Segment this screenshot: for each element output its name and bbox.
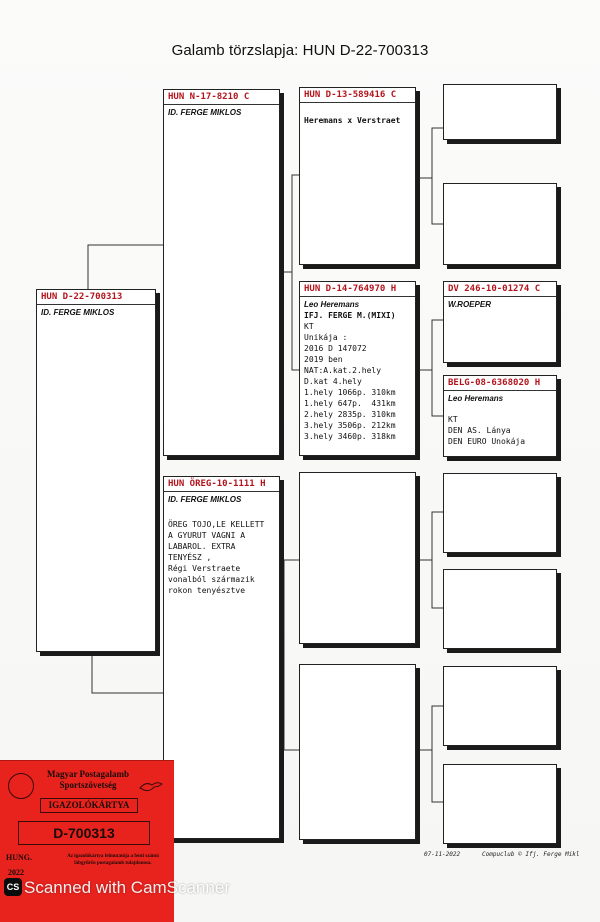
card-country: HUNG. bbox=[6, 853, 32, 862]
pigeon-card-sire-dam[interactable] bbox=[299, 281, 416, 456]
ring-number: DV 246-10-01274 C bbox=[444, 282, 556, 297]
note-line: NAT:A.kat.2.hely bbox=[304, 366, 382, 375]
connector-g3-1b bbox=[432, 178, 443, 224]
note-line: D.kat 4.hely bbox=[304, 377, 362, 386]
pigeon-card-g4-6[interactable] bbox=[443, 569, 557, 649]
pigeon-card-g4-7[interactable] bbox=[443, 666, 557, 746]
ring-number: HUN N-17-8210 C bbox=[164, 90, 279, 105]
camscanner-logo-icon: CS bbox=[4, 878, 22, 896]
ring-number: HUN D-14-764970 H bbox=[300, 282, 415, 297]
pigeon-card-g4-5[interactable] bbox=[443, 473, 557, 553]
card-number: D-700313 bbox=[18, 821, 150, 845]
pigeon-card-sire[interactable] bbox=[163, 89, 280, 456]
note-line: rokon tenyésztve bbox=[168, 586, 246, 595]
connector-g3-2b bbox=[432, 370, 443, 416]
note-line: 2019 ben bbox=[304, 355, 343, 364]
pigeon-card-dam[interactable] bbox=[163, 476, 280, 839]
software-credit: Compuclub © Ifj. Ferge Mikl bbox=[482, 851, 580, 858]
print-date: 07-11-2022 bbox=[424, 851, 461, 858]
owner-name: ID. FERGE MIKLOS bbox=[168, 108, 242, 117]
result-line: 1.hely 647p. 431km bbox=[304, 399, 396, 408]
owner-secondary: IFJ. FERGE M.(MIXI) bbox=[304, 311, 396, 320]
card-year: 2022 bbox=[8, 868, 24, 877]
owner-name: Leo Heremans bbox=[448, 394, 504, 403]
note-line: Heremans x Verstraet bbox=[304, 116, 401, 125]
note-line: 2016 D 147072 bbox=[304, 344, 367, 353]
pigeon-card-g4-2[interactable] bbox=[443, 183, 557, 265]
connector-g3-4b bbox=[432, 750, 443, 802]
connector-subject-dam bbox=[92, 652, 163, 693]
result-line: 3.hely 3460p. 318km bbox=[304, 432, 396, 441]
connector-g3-2 bbox=[420, 320, 443, 370]
owner-name: ID. FERGE MIKLOS bbox=[168, 495, 242, 504]
note-line: TENYÉSZ , bbox=[168, 553, 212, 562]
pigeon-card-g4-4[interactable] bbox=[443, 375, 557, 457]
pigeon-card-dam-sire[interactable] bbox=[299, 472, 416, 644]
note-line: Unikája : bbox=[304, 333, 348, 342]
pigeon-card-sire-sire[interactable] bbox=[299, 87, 416, 265]
ring-number: HUN ÖREG-10-1111 H bbox=[164, 477, 279, 492]
scanner-watermark: Scanned with CamScanner bbox=[24, 878, 231, 897]
note-line: DEN EURO Unokája bbox=[448, 437, 526, 446]
owner-name: W.ROEPER bbox=[448, 300, 491, 309]
pigeon-card-g4-3[interactable] bbox=[443, 281, 557, 363]
pigeon-card-g4-8[interactable] bbox=[443, 764, 557, 844]
connector-subject-sire bbox=[88, 245, 163, 289]
page-title: Galamb törzslapja: HUN D-22-700313 bbox=[171, 42, 429, 59]
note-line: KT bbox=[448, 415, 458, 424]
result-line: 2.hely 2835p. 310km bbox=[304, 410, 396, 419]
pigeon-card-g4-1[interactable] bbox=[443, 84, 557, 140]
connector-g3-1 bbox=[420, 128, 443, 178]
pigeon-card-subject[interactable] bbox=[36, 289, 156, 652]
note-line: vonalból származik bbox=[168, 575, 255, 584]
connector-g3-3b bbox=[432, 560, 443, 608]
association-emblem-icon bbox=[8, 773, 34, 799]
note-line: ÖREG TOJO,LE KELLETT bbox=[168, 520, 265, 529]
note-line: LABAROL. EXTRA bbox=[168, 542, 236, 551]
note-line: A GYURUT VAGNI A bbox=[168, 531, 246, 540]
owner-name: Leo Heremans bbox=[304, 300, 360, 309]
note-line: KT bbox=[304, 322, 314, 331]
connector-g3-4 bbox=[420, 706, 443, 750]
ring-number: HUN D-22-700313 bbox=[37, 290, 155, 305]
owner-name: ID. FERGE MIKLOS bbox=[41, 308, 115, 317]
result-line: 3.hely 3506p. 212km bbox=[304, 421, 396, 430]
card-note: Az igazolókártya felmutatója a fenti számú lábgyűrűs postagalamb tulajdonosa. bbox=[67, 854, 159, 866]
note-line: DEN AS. Lánya bbox=[448, 426, 511, 435]
ring-number: HUN D-13-589416 C bbox=[300, 88, 415, 103]
association-name: Magyar Postagalamb Sportszövetség bbox=[46, 769, 130, 790]
pigeon-card-dam-dam[interactable] bbox=[299, 664, 416, 840]
note-line: Régi Verstraete bbox=[168, 564, 241, 573]
card-type: IGAZOLÓKÁRTYA bbox=[40, 798, 138, 813]
connector-g3-3 bbox=[420, 512, 443, 560]
result-line: 1.hely 1066p. 310km bbox=[304, 388, 396, 397]
ring-number: BELG-08-6368020 H bbox=[444, 376, 556, 391]
